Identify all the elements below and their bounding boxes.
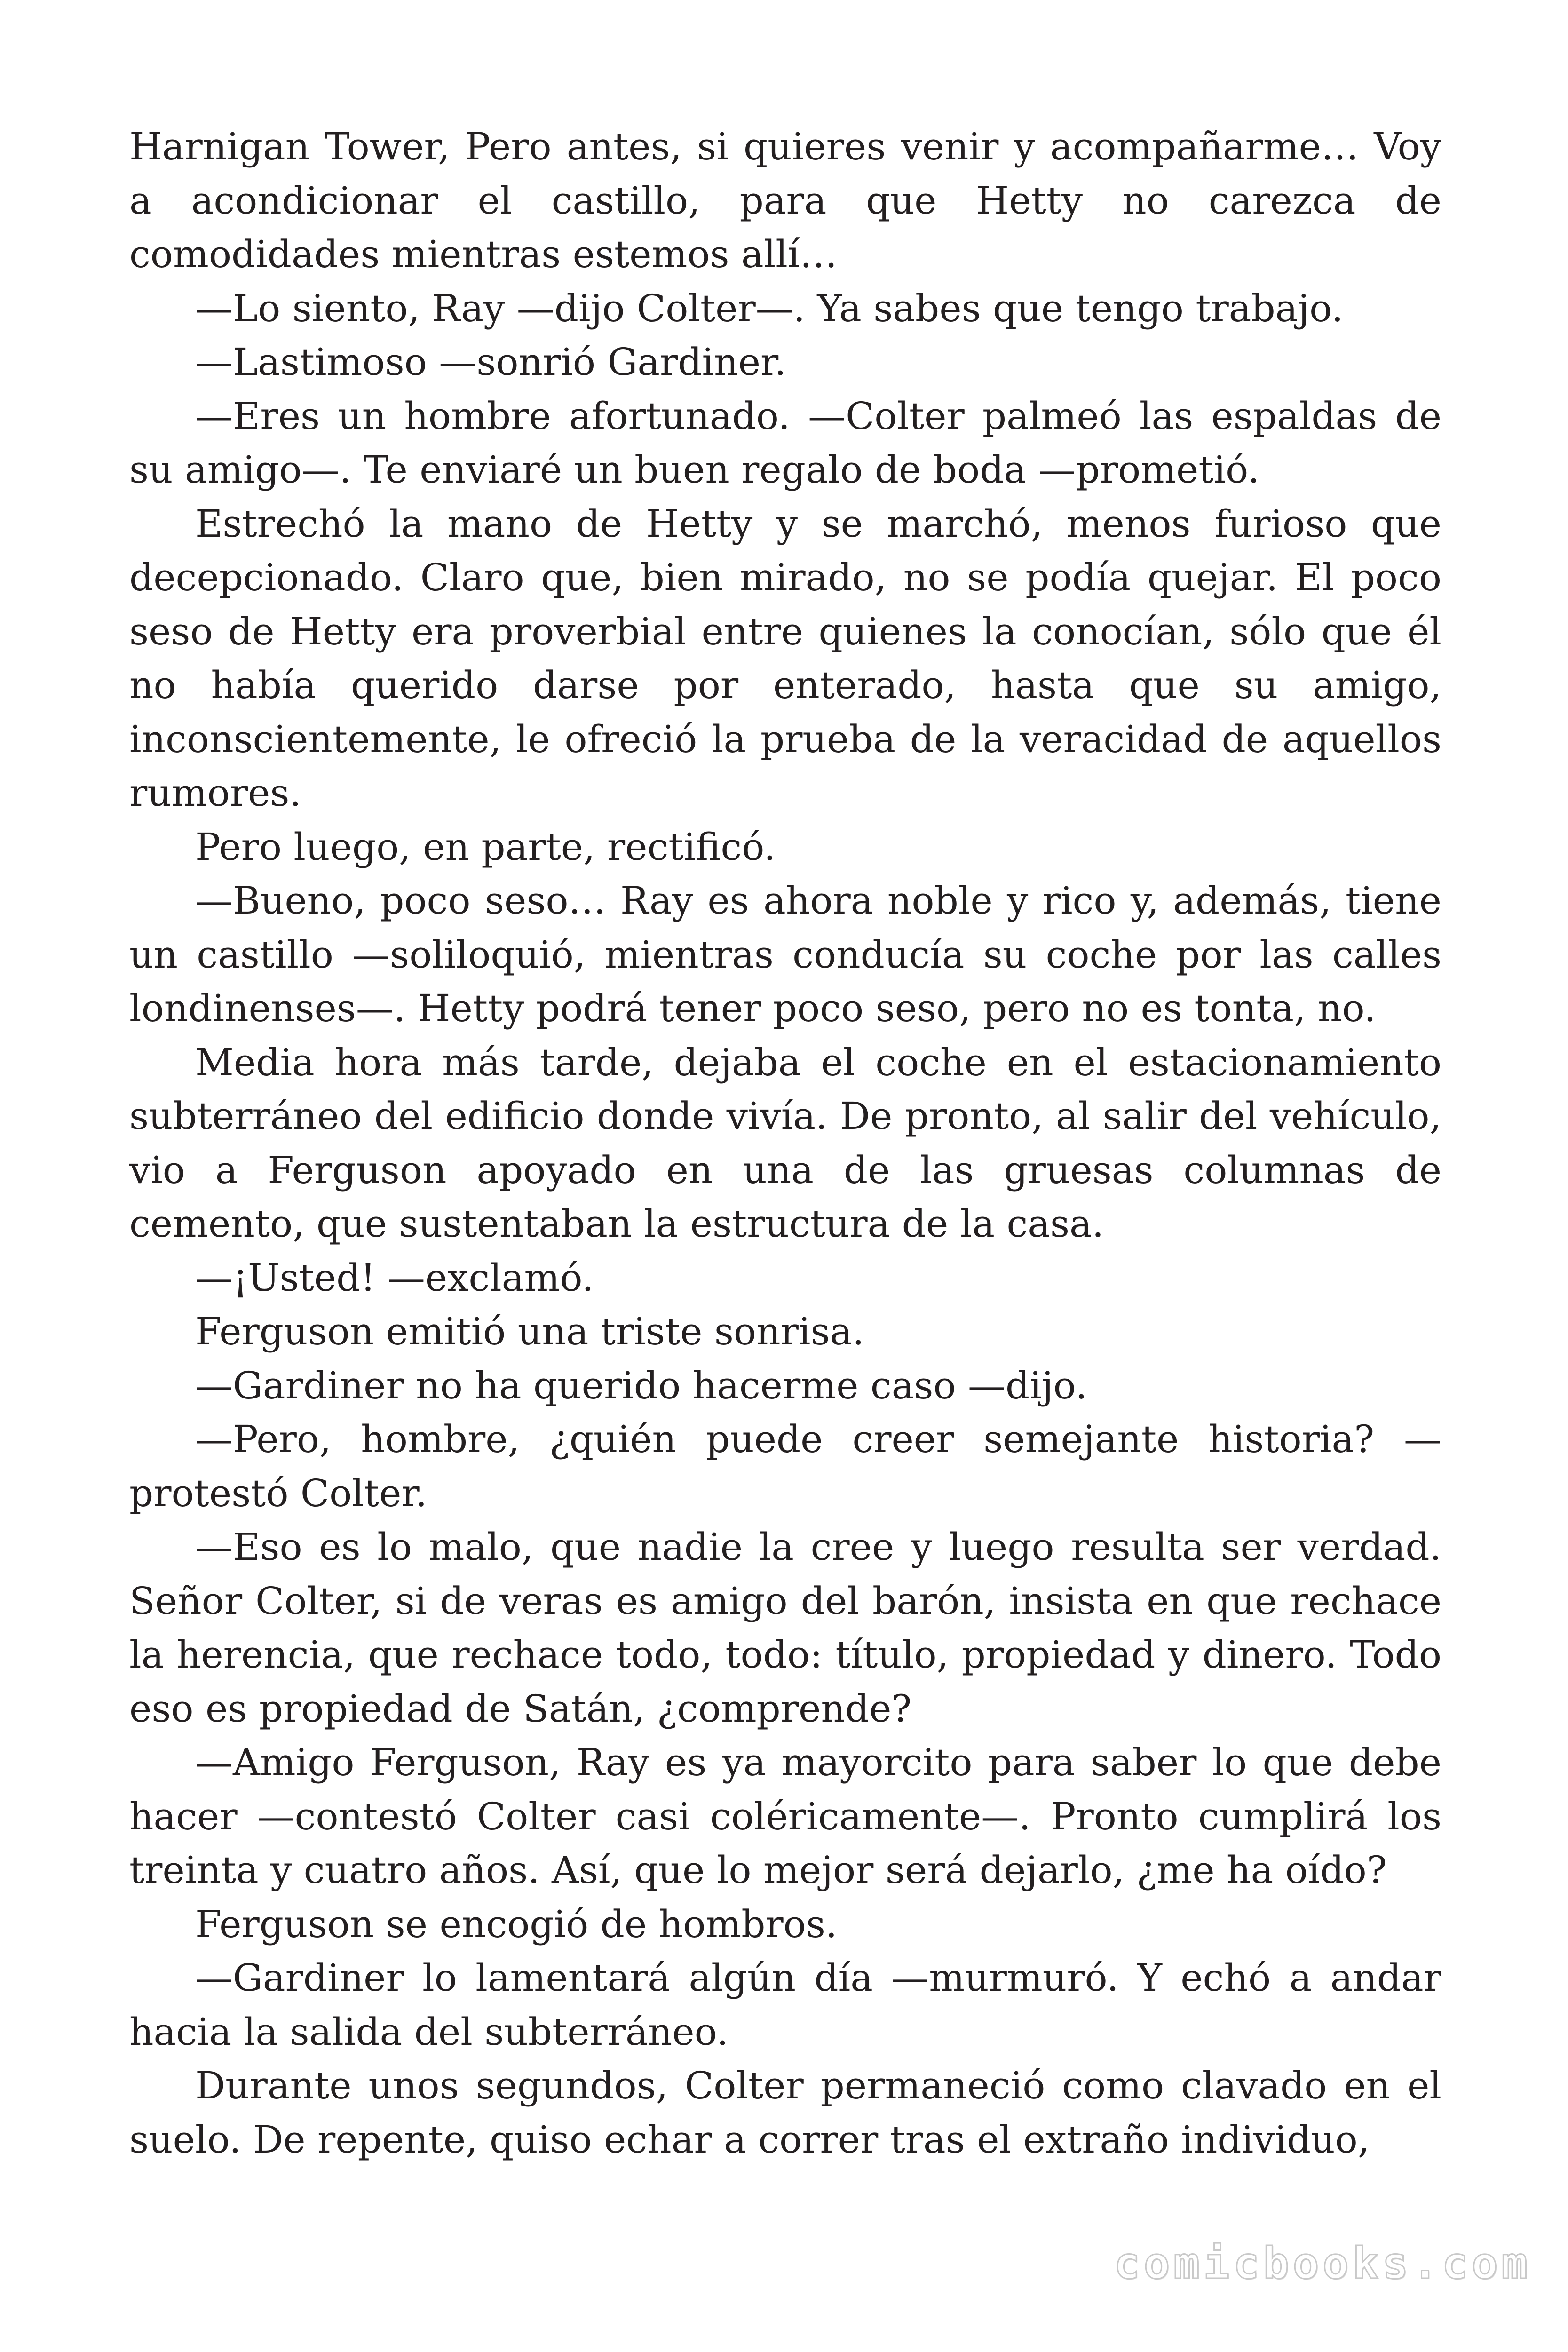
paragraph: —Eso es lo malo, que nadie la cree y luego resulta ser verdad. Señor Colter, si de veras es amigo del barón, insista en que rechace la herencia, que rechace todo, todo: título, propiedad y dinero. Todo eso es propiedad de Satán, ¿comprende? [129, 1525, 1441, 1731]
paragraph: Harnigan Tower, Pero antes, si quieres venir y acompañarme… Voy a acondicionar el castillo, para que Hetty no carezca de comodidades mientras estemos allí… [129, 125, 1441, 276]
paragraph: Media hora más tarde, dejaba el coche en el estacionamiento subterráneo del edificio donde vivía. De pronto, al salir del vehículo, vio a Ferguson apoyado en una de las gruesas columnas de cemento, que sustentaban la estructura de la casa. [129, 1040, 1441, 1246]
paragraph: Ferguson emitió una triste sonrisa. [195, 1310, 864, 1353]
paragraph: Ferguson se encogió de hombros. [195, 1902, 838, 1946]
paragraph: —Pero, hombre, ¿quién puede creer semejante historia? —protestó Colter. [129, 1417, 1441, 1515]
paragraph: Estrechó la mano de Hetty y se marchó, menos furioso que decepcionado. Claro que, bien mirado, no se podía quejar. El poco seso de Hetty era proverbial entre quienes la conocían, sólo que él no había querido darse por enterado, hasta que su amigo, inconscientemente, le ofreció la prueba de la veracidad de aquellos rumores. [129, 501, 1441, 815]
paragraph: —Lastimoso —sonrió Gardiner. [195, 340, 786, 384]
paragraph: —Bueno, poco seso… Ray es ahora noble y rico y, además, tiene un castillo —soliloquió, mientras conducía su coche por las calles londinenses—. Hetty podrá tener poco seso, pero no es tonta, no. [129, 879, 1441, 1030]
paragraph: —Gardiner lo lamentará algún día —murmuró. Y echó a andar hacia la salida del subterráneo. [129, 1956, 1441, 2054]
paragraph: —¡Usted! —exclamó. [195, 1255, 594, 1300]
paragraph: —Eres un hombre afortunado. —Colter palmeó las espaldas de su amigo—. Te enviaré un buen regalo de boda —prometió. [129, 394, 1441, 492]
page-body-text [129, 120, 1441, 2167]
paragraph: Pero luego, en parte, rectificó. [195, 825, 776, 869]
paragraph: —Amigo Ferguson, Ray es ya mayorcito para saber lo que debe hacer —contestó Colter casi coléricamente—. Pronto cumplirá los treinta y cuatro años. Así, que lo mejor será dejarlo, ¿me ha oído? [129, 1740, 1441, 1892]
watermark-logo: comicbooks.com [1114, 2238, 1531, 2288]
paragraph: —Lo siento, Ray —dijo Colter—. Ya sabes que tengo trabajo. [195, 286, 1344, 330]
paragraph: —Gardiner no ha querido hacerme caso —dijo. [195, 1363, 1087, 1407]
paragraph: Durante unos segundos, Colter permaneció como clavado en el suelo. De repente, quiso echar a correr tras el extraño individuo, [129, 2064, 1441, 2161]
